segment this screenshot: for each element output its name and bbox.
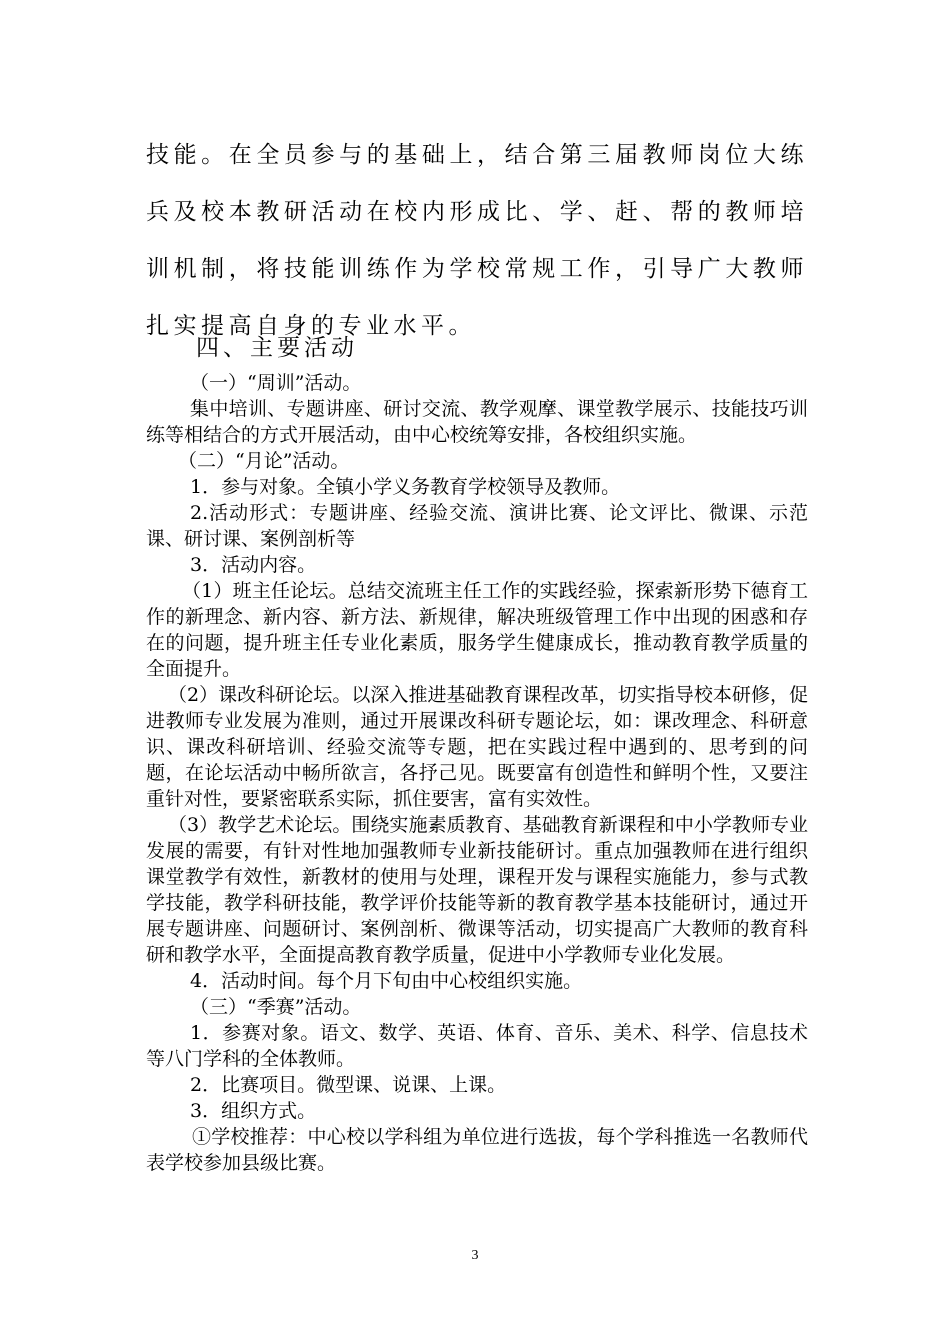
seasonal-targets: 1．参赛对象。语文、数学、英语、体育、音乐、美术、科学、信息技术等八门学科的全体教师。 [146,1022,808,1070]
weekly-text: 集中培训、专题讲座、研讨交流、教学观摩、课堂教学展示、技能技巧训练等相结合的方式开展活动，由中心校统筹安排，各校组织实施。 [146,398,808,446]
monthly-participants: 1．参与对象。全镇小学义务教育学校领导及教师。 [190,476,621,498]
monthly-form: 2.活动形式：专题讲座、经验交流、演讲比赛、论文评比、微课、示范课、研讨课、案例剖析等 [146,502,808,550]
section-heading: 四、主要活动 [196,335,358,361]
monthly-heading: （二）“月论”活动。 [178,450,350,472]
seasonal-heading: （三）“季赛”活动。 [190,996,362,1018]
forum-curriculum-research: （2）课改科研论坛。以深入推进基础教育课程改革，切实指导校本研修，促进教师专业发展为准则，通过开展课改科研专题论坛，如：课改理念、科研意识、课改科研培训、经验交流等专题，把在实践过程中遇到的、思考到的问题，在论坛活动中畅所欲言，各抒己见。既要富有创造性和鲜明个性，又要注重针对性，要紧密联系实际，抓住要害，富有实效性。 [146,684,808,810]
activities-body [146,370,808,1176]
page-number: 3 [471,1248,479,1263]
weekly-heading: （一）“周训”活动。 [190,372,362,394]
monthly-content-heading: 3．活动内容。 [190,554,317,576]
monthly-time: 4．活动时间。每个月下旬由中心校组织实施。 [190,970,583,992]
forum-headteacher: （1）班主任论坛。总结交流班主任工作的实践经验，探索新形势下德育工作的新理念、新内容、新方法、新规律，解决班级管理工作中出现的困惑和存在的问题，提升班主任专业化素质，服务学生健康成长，推动教育教学质量的全面提升。 [146,580,808,680]
seasonal-method-heading: 3．组织方式。 [190,1100,317,1122]
seasonal-items: 2．比赛项目。微型课、说课、上课。 [190,1074,507,1096]
section-heading-block [146,320,808,377]
intro-paragraph: 技能。在全员参与的基础上，结合第三届教师岗位大练兵及校本教研活动在校内形成比、学、赶、帮的教师培训机制，将技能训练作为学校常规工作，引导广大教师扎实提高自身的专业水平。 [146,142,808,339]
seasonal-recommend: ①学校推荐：中心校以学科组为单位进行选拔，每个学科推选一名教师代表学校参加县级比赛。 [146,1126,808,1174]
forum-teaching-art: （3）教学艺术论坛。围绕实施素质教育、基础教育新课程和中小学教师专业发展的需要，有针对性地加强教师专业新技能研讨。重点加强教师在进行组织课堂教学有效性，新教材的使用与处理，课程开发与课程实施能力，参与式教学技能，教学科研技能，教学评价技能等新的教育教学基本技能研讨，通过开展专题讲座、问题研讨、案例剖析、微课等活动，切实提高广大教师的教育科研和教学水平，全面提高教育教学质量，促进中小学教师专业化发展。 [146,814,808,966]
